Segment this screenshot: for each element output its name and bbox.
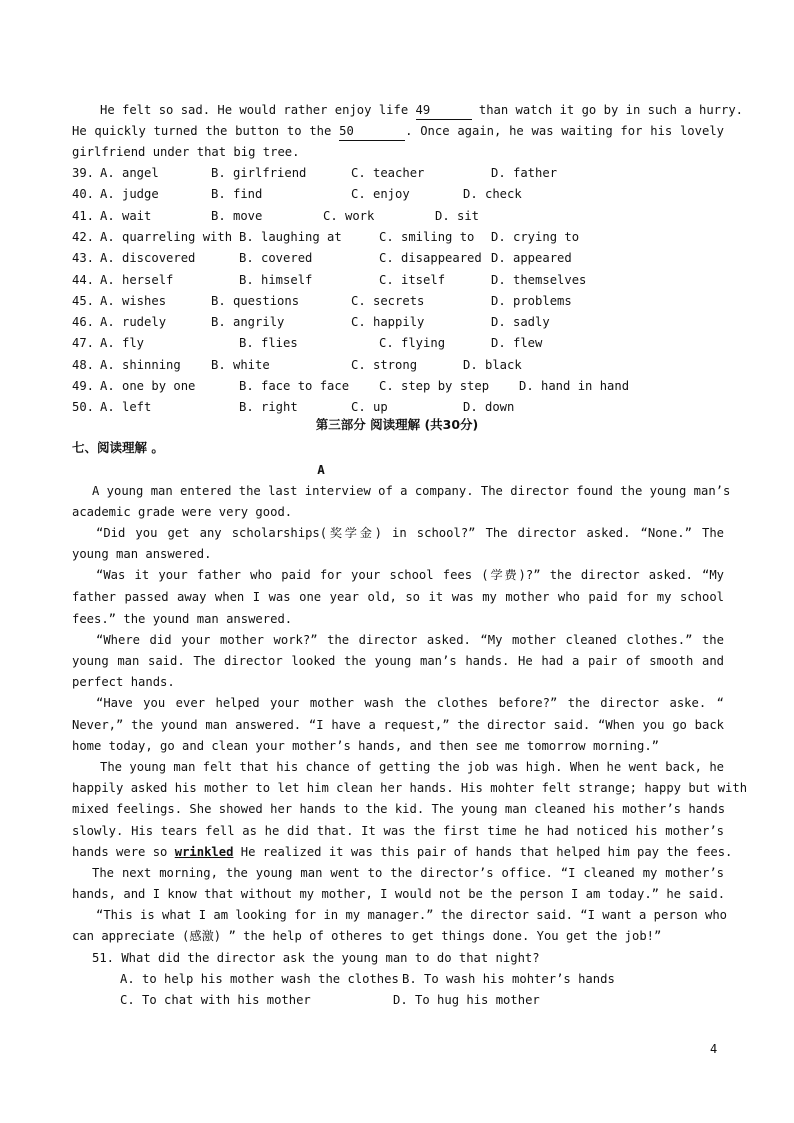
passage-line: fees.” the yound man answered.	[72, 612, 293, 626]
passage-line: mixed feelings. She showed her hands to the kid. The young man cleaned his mother’s hands	[72, 802, 726, 816]
intro-text: He felt so sad. He would rather enjoy life	[100, 103, 409, 117]
option-d: D. check	[463, 187, 522, 201]
option-a: A. judge	[100, 187, 159, 201]
option-a: A. fly	[100, 336, 145, 350]
passage-line	[72, 843, 733, 861]
option-d: D. sit	[435, 209, 480, 223]
question-number: 48.	[72, 358, 95, 372]
option-b: B. girlfriend	[211, 166, 307, 180]
passage-line: can appreciate (感激) ” the help of otheres to get things done. You get the job!”	[72, 929, 662, 943]
option-d: D. hand in hand	[519, 379, 630, 393]
option-a: A. shinning	[100, 358, 181, 372]
option-a: A. angel	[100, 166, 159, 180]
passage-text: hands were so	[72, 845, 168, 859]
option-c: C. itself	[379, 273, 446, 287]
option-c: C. disappeared	[379, 251, 482, 265]
option-c: C. smiling to	[379, 230, 475, 244]
question-number: 42.	[72, 230, 95, 244]
option-b: B. move	[211, 209, 263, 223]
vocab-word-wrinkled: wrinkled	[174, 845, 234, 859]
option-c: C. work	[323, 209, 375, 223]
option-c: C. teacher	[351, 166, 425, 180]
passage-line: Never,” the yound man answered. “I have a request,” the director said. “When you go back	[72, 718, 724, 732]
part3-heading: 第三部分 阅读理解 (共30分)	[315, 417, 479, 432]
passage-line: slowly. His tears fell as he did that. It was the first time he had noticed his mother’s	[72, 824, 724, 838]
option-c: C. flying	[379, 336, 446, 350]
option-b: B. white	[211, 358, 270, 372]
option-c: C. strong	[351, 358, 418, 372]
intro-line-1	[100, 101, 744, 120]
option-d: D. flew	[491, 336, 543, 350]
question-number: 44.	[72, 273, 95, 287]
option-d: D. crying to	[491, 230, 580, 244]
passage-line: “Have you ever helped your mother wash the clothes before?” the director aske. “	[96, 696, 724, 710]
option-a: A. herself	[100, 273, 174, 287]
passage-line: “Did you get any scholarships(奖学金) in school?” The director asked. “None.” The	[96, 526, 724, 540]
option-d: D. father	[491, 166, 558, 180]
option-b: B. face to face	[239, 379, 350, 393]
option-b: B. right	[239, 400, 298, 414]
page-number: 4	[710, 1042, 718, 1056]
option-b: B. angrily	[211, 315, 285, 329]
option-d: D. problems	[491, 294, 572, 308]
option-b: B. flies	[239, 336, 298, 350]
option-a: A. rudely	[100, 315, 167, 329]
passage-label: A	[317, 462, 325, 477]
option-d: D. themselves	[491, 273, 587, 287]
passage-line: young man answered.	[72, 547, 212, 561]
option-a: A. discovered	[100, 251, 196, 265]
passage-line: “Where did your mother work?” the director asked. “My mother cleaned clothes.” the	[96, 633, 724, 647]
question-number: 43.	[72, 251, 95, 265]
option-a: A. wait	[100, 209, 152, 223]
question-51-option-b: B. To wash his mohter’s hands	[402, 972, 615, 986]
passage-line: father passed away when I was one year old, so it was my mother who paid for my school	[72, 590, 724, 604]
option-a: A. quarreling with	[100, 230, 233, 244]
option-b: B. himself	[239, 273, 313, 287]
question-51-option-d: D. To hug his mother	[393, 993, 540, 1007]
passage-line: young man said. The director looked the young man’s hands. He had a pair of smooth and	[72, 654, 724, 668]
question-51-stem: 51. What did the director ask the young man to do that night?	[92, 951, 540, 965]
passage-line: happily asked his mother to let him clean her hands. His mohter felt strange; happy but with	[72, 781, 748, 795]
passage-line: home today, go and clean your mother’s hands, and then see me tomorrow morning.”	[72, 739, 659, 753]
passage-line: The young man felt that his chance of getting the job was high. When he went back, he	[100, 760, 724, 774]
option-c: C. enjoy	[351, 187, 410, 201]
question-51-option-c: C. To chat with his mother	[120, 993, 311, 1007]
question-51-option-a: A. to help his mother wash the clothes	[120, 972, 399, 986]
option-d: D. black	[463, 358, 522, 372]
option-b: B. find	[211, 187, 263, 201]
option-c: C. up	[351, 400, 388, 414]
question-number: 39.	[72, 166, 95, 180]
option-d: D. sadly	[491, 315, 550, 329]
option-b: B. covered	[239, 251, 313, 265]
intro-line-3: girlfriend under that big tree.	[72, 145, 300, 159]
section7-heading: 七、阅读理解 。	[72, 440, 164, 455]
passage-line: The next morning, the young man went to the director’s office. “I cleaned my mother’s	[92, 866, 724, 880]
question-number: 45.	[72, 294, 95, 308]
intro-text: . Once again, he was waiting for his lovely	[405, 124, 724, 138]
option-c: C. happily	[351, 315, 425, 329]
question-number: 41.	[72, 209, 95, 223]
option-a: A. one by one	[100, 379, 196, 393]
option-d: D. appeared	[491, 251, 572, 265]
passage-line: academic grade were very good.	[72, 505, 293, 519]
passage-line: hands, and I know that without my mother, I would not be the person I am today.” he said.	[72, 887, 726, 901]
passage-line: A young man entered the last interview of a company. The director found the young man’s	[92, 484, 731, 498]
option-c: C. step by step	[379, 379, 490, 393]
passage-line: perfect hands.	[72, 675, 175, 689]
question-number: 47.	[72, 336, 95, 350]
option-a: A. wishes	[100, 294, 167, 308]
answer-blank-50: 50	[339, 122, 405, 141]
option-b: B. questions	[211, 294, 300, 308]
passage-line: “This is what I am looking for in my manager.” the director said. “I want a person who	[96, 908, 728, 922]
passage-text: He realized it was this pair of hands that helped him pay the fees.	[240, 845, 733, 859]
question-number: 40.	[72, 187, 95, 201]
intro-text: than watch it go by in such a hurry.	[478, 103, 744, 117]
option-a: A. left	[100, 400, 152, 414]
answer-blank-49: 49	[416, 101, 472, 120]
question-number: 50.	[72, 400, 95, 414]
option-c: C. secrets	[351, 294, 425, 308]
option-b: B. laughing at	[239, 230, 342, 244]
question-number: 46.	[72, 315, 95, 329]
intro-text: He quickly turned the button to the	[72, 124, 332, 138]
question-number: 49.	[72, 379, 95, 393]
passage-line: “Was it your father who paid for your school fees (学费)?” the director asked. “My	[96, 568, 724, 582]
intro-line-2	[72, 122, 724, 141]
option-d: D. down	[463, 400, 515, 414]
